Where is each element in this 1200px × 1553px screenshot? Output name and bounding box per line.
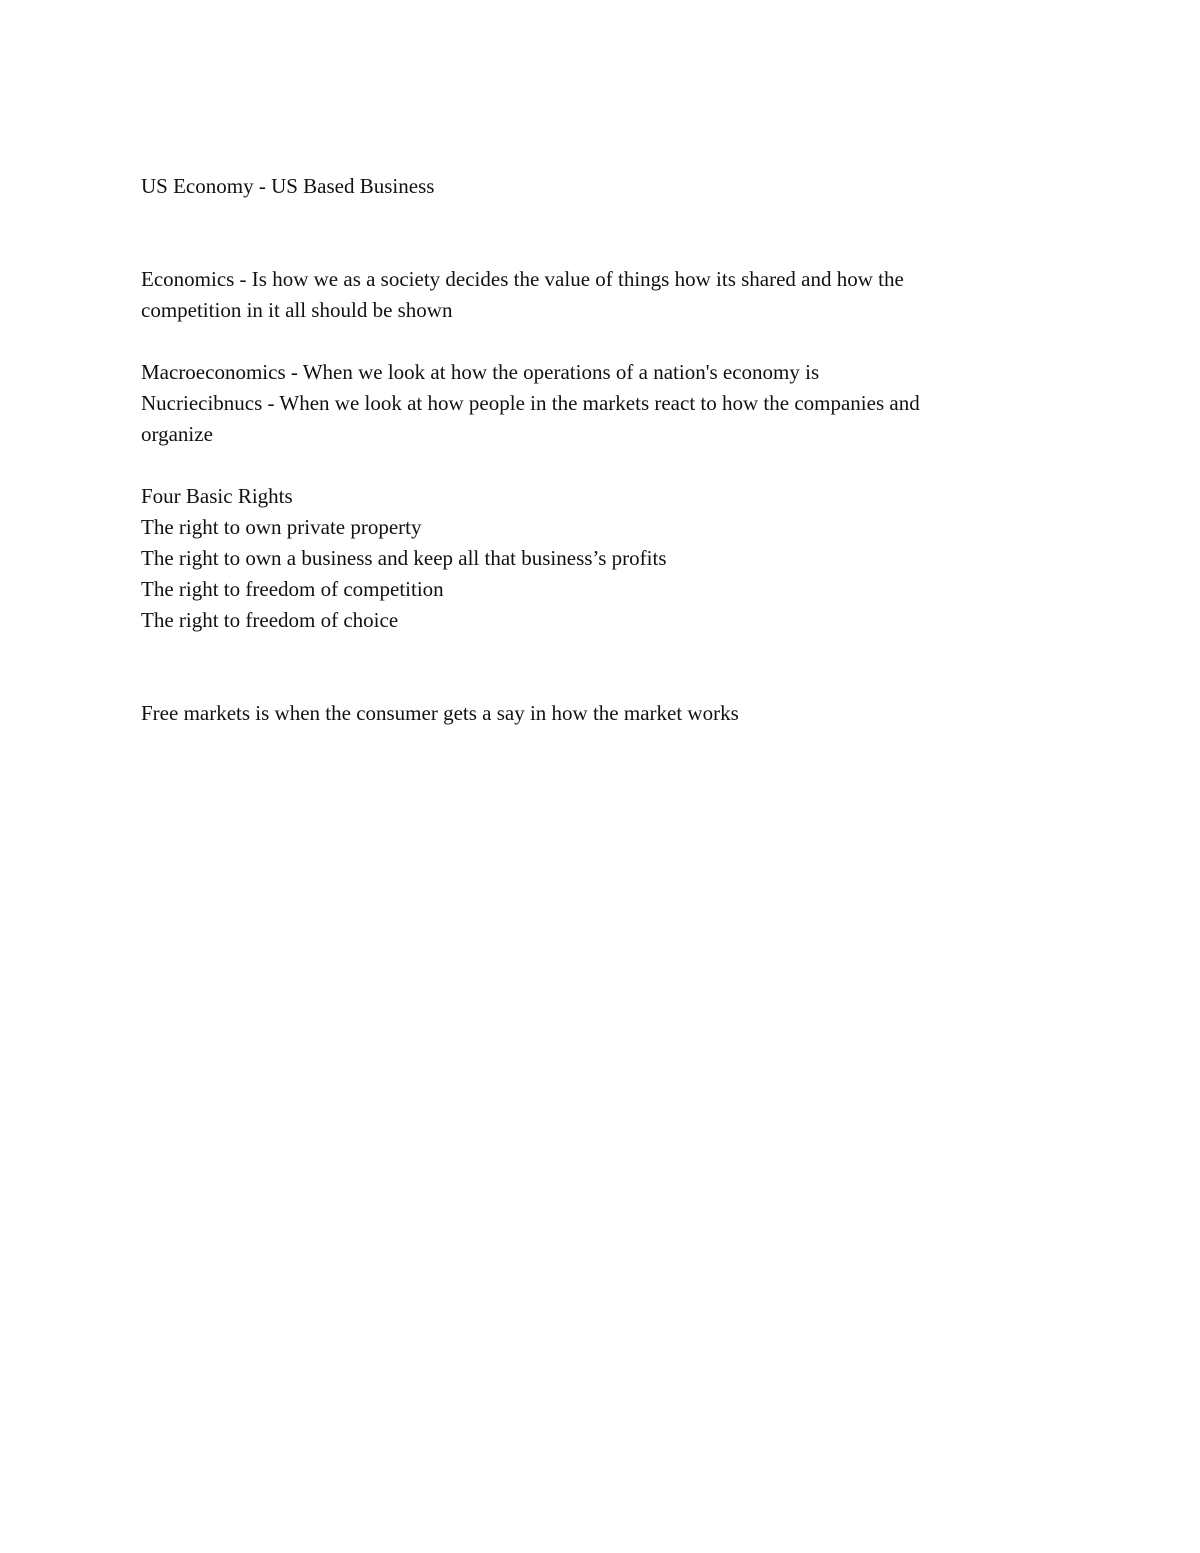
document-title: US Economy - US Based Business [141,174,435,198]
spacer [141,326,1041,357]
document-body [141,171,1041,729]
macroeconomics-definition: Macroeconomics - When we look at how the operations of a nation's economy is [141,360,820,384]
spacer [141,202,1041,264]
rights-item: The right to own a business and keep all that business’s profits [141,546,667,570]
free-markets-definition: Free markets is when the consumer gets a say in how the market works [141,701,739,725]
microeconomics-definition-line-2: organize [141,422,213,446]
economics-definition-line-2: competition in it all should be shown [141,298,453,322]
spacer [141,636,1041,698]
rights-heading: Four Basic Rights [141,484,293,508]
rights-item: The right to own private property [141,515,422,539]
rights-item: The right to freedom of choice [141,608,399,632]
rights-item: The right to freedom of competition [141,577,444,601]
microeconomics-definition-line-1: Nucriecibnucs - When we look at how people in the markets react to how the companies and [141,391,920,415]
spacer [141,450,1041,481]
economics-definition-line-1: Economics - Is how we as a society decides the value of things how its shared and how the [141,267,904,291]
